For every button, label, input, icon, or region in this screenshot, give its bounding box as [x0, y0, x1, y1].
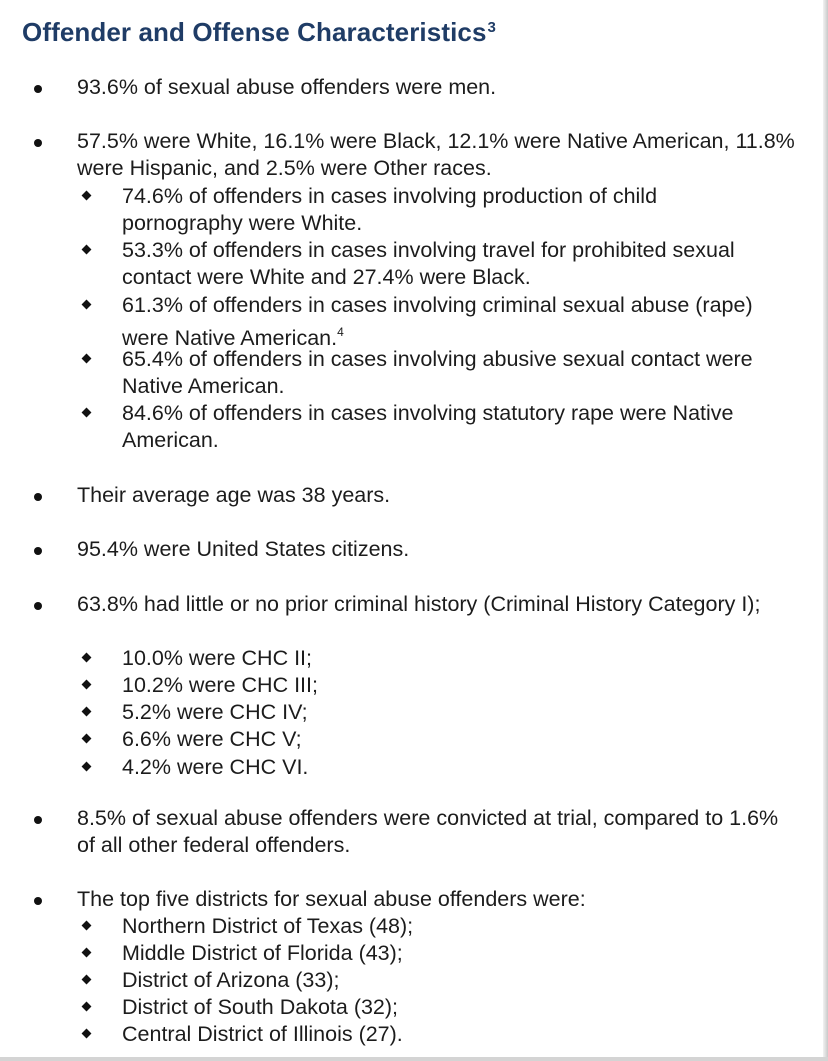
bullet-icon	[34, 816, 42, 824]
list-item-text: 57.5% were White, 16.1% were Black, 12.1% were Native American, 11.8% were Hispanic, and 2.5% were Other races.	[77, 129, 795, 180]
sub-list-item-text: 6.6% were CHC V;	[122, 727, 302, 751]
diamond-bullet-icon	[82, 408, 92, 418]
bullet-icon	[34, 85, 42, 93]
page-edge-shadow	[823, 0, 828, 1061]
list-item-text: 63.8% had little or no prior criminal history (Criminal History Category I);	[77, 592, 761, 616]
sub-list-item-text: 74.6% of offenders in cases involving production of child pornography were White.	[122, 184, 658, 235]
diamond-bullet-icon	[82, 975, 92, 985]
diamond-bullet-icon	[82, 1029, 92, 1039]
diamond-bullet-icon	[82, 707, 92, 717]
sub-list-item-text: 84.6% of offenders in cases involving statutory rape were Native American.	[122, 401, 734, 452]
bullet-icon	[34, 602, 42, 610]
diamond-bullet-icon	[82, 354, 92, 364]
sub-list-item-text-wrap	[122, 292, 782, 352]
sub-list-item-text: 4.2% were CHC VI.	[122, 755, 309, 779]
list-item-text: Their average age was 38 years.	[77, 483, 391, 507]
list-item-text: 95.4% were United States citizens.	[77, 537, 410, 561]
sub-list-item-text: 61.3% of offenders in cases involving criminal sexual abuse (rape) were Native American.	[122, 293, 753, 350]
page-bottom-edge	[0, 1057, 828, 1061]
section-title-text: Offender and Offense Characteristics	[22, 17, 487, 47]
bullet-icon	[34, 139, 42, 147]
sub-list-item-text: Central District of Illinois (27).	[122, 1022, 403, 1046]
sub-list-item-text: District of South Dakota (32);	[122, 995, 399, 1019]
sub-list-item-text: 10.0% were CHC II;	[122, 646, 312, 670]
list-item-text: 8.5% of sexual abuse offenders were convicted at trial, compared to 1.6% of all other federal offenders.	[77, 806, 779, 857]
diamond-bullet-icon	[82, 300, 92, 310]
list-item-text: The top five districts for sexual abuse offenders were:	[77, 887, 586, 911]
diamond-bullet-icon	[82, 191, 92, 201]
diamond-bullet-icon	[82, 680, 92, 690]
title-footnote-marker: 3	[487, 19, 496, 36]
bullet-icon	[34, 547, 42, 555]
sub-list-item-text: 10.2% were CHC III;	[122, 673, 318, 697]
sub-list-item-text: District of Arizona (33);	[122, 968, 340, 992]
diamond-bullet-icon	[82, 762, 92, 772]
sub-list-item-text: Middle District of Florida (43);	[122, 941, 403, 965]
bullet-icon	[34, 493, 42, 501]
list-item-text: 93.6% of sexual abuse offenders were men.	[77, 75, 497, 99]
sub-list-item-text: 53.3% of offenders in cases involving travel for prohibited sexual contact were White and 27.4% were Black.	[122, 238, 735, 289]
diamond-bullet-icon	[82, 1002, 92, 1012]
diamond-bullet-icon	[82, 948, 92, 958]
bullet-icon	[34, 897, 42, 905]
diamond-bullet-icon	[82, 245, 92, 255]
sub-list-item-text: 65.4% of offenders in cases involving abusive sexual contact were Native American.	[122, 347, 753, 398]
diamond-bullet-icon	[82, 734, 92, 744]
sub-list-item-text: 5.2% were CHC IV;	[122, 700, 308, 724]
footnote-marker: 4	[337, 325, 344, 339]
diamond-bullet-icon	[82, 921, 92, 931]
sub-list-item-text: Northern District of Texas (48);	[122, 914, 414, 938]
section-title	[22, 17, 496, 48]
diamond-bullet-icon	[82, 653, 92, 663]
